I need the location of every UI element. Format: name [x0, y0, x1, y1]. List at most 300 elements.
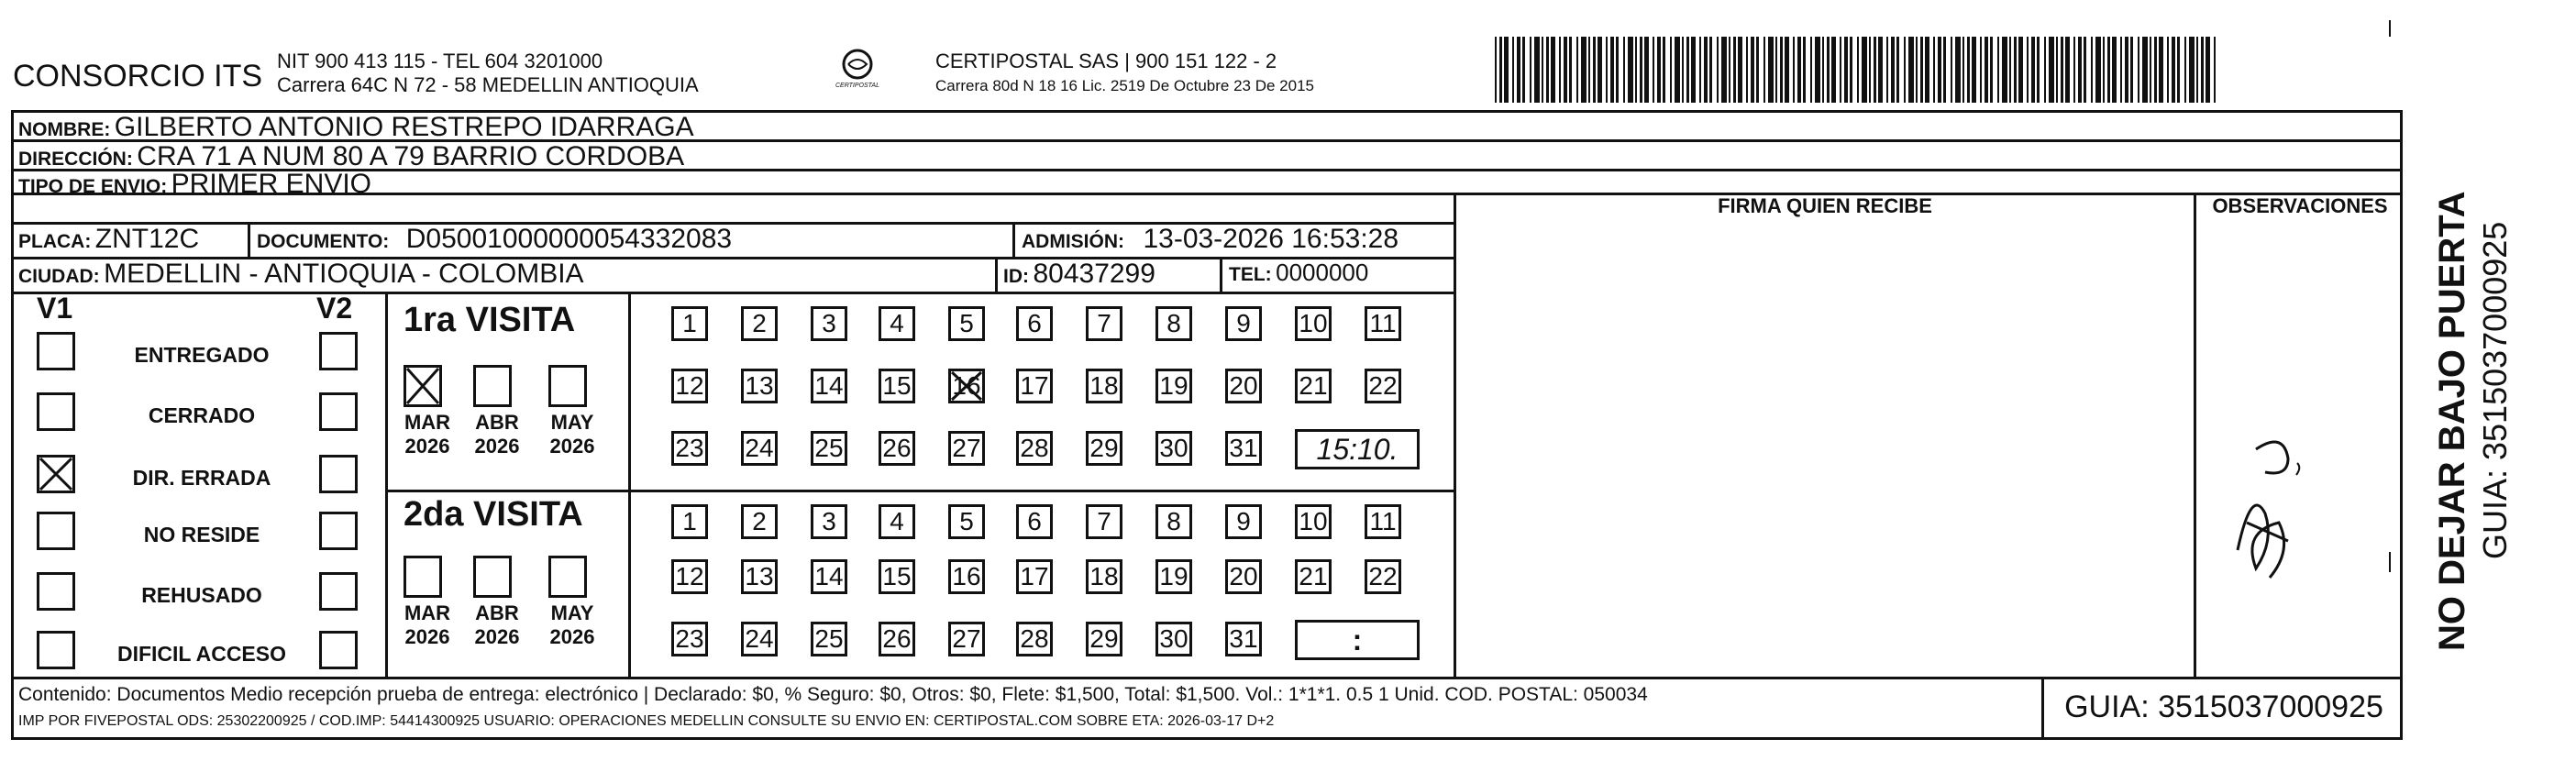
day-number: 28: [1020, 624, 1049, 653]
barcode-bar: [2112, 37, 2117, 103]
year-label: 2026: [549, 435, 595, 458]
id-row: [1003, 259, 1155, 290]
barcode-bar: [2073, 37, 2075, 103]
day-box[interactable]: [671, 622, 708, 656]
barcode-bar: [1896, 37, 1899, 103]
day-number: 3: [822, 507, 836, 535]
month-checkbox[interactable]: [548, 556, 587, 598]
month-checkbox[interactable]: [473, 556, 512, 598]
day-box[interactable]: [671, 431, 708, 466]
barcode-bar: [1623, 37, 1625, 103]
day-box[interactable]: [811, 431, 847, 466]
barcode-bar: [1504, 37, 1509, 103]
day-number: 24: [745, 624, 774, 653]
company-name: CONSORCIO ITS: [13, 59, 263, 94]
year-label: 2026: [404, 625, 450, 648]
v2-status-checkbox[interactable]: [319, 572, 358, 611]
v2-status-checkbox[interactable]: [319, 332, 358, 370]
direccion-label: DIRECCIÓN:: [18, 149, 133, 170]
barcode-bar: [1559, 37, 1561, 103]
year-label: 2026: [404, 435, 450, 458]
barcode-bar: [2120, 37, 2122, 103]
barcode-bar: [1933, 37, 1935, 103]
barcode-bar: [1920, 37, 1923, 103]
check-x-icon: [37, 455, 75, 493]
v1-status-checkbox[interactable]: [37, 332, 75, 370]
barcode-bar: [1768, 37, 1774, 103]
partner-name: CERTIPOSTAL SAS | 900 151 122 - 2: [935, 50, 1277, 72]
day-box[interactable]: [671, 306, 708, 341]
day-number: 2: [752, 309, 767, 337]
day-box[interactable]: [879, 306, 915, 341]
placa-row: [18, 224, 199, 255]
day-box[interactable]: [671, 504, 708, 539]
day-box[interactable]: [1016, 369, 1053, 403]
company-address: Carrera 64C N 72 - 58 MEDELLIN ANTIOQUIA: [277, 73, 699, 96]
day-number: 9: [1236, 507, 1251, 535]
tipo-value: PRIMER ENVIO: [171, 169, 372, 199]
barcode-bar: [2078, 37, 2082, 103]
barcode-bar: [2091, 37, 2093, 103]
barcode-bar: [1512, 37, 1514, 103]
barcode-bar: [1810, 37, 1812, 103]
day-number: 31: [1229, 624, 1258, 653]
barcode-bar: [2201, 37, 2204, 103]
day-number: 8: [1166, 507, 1181, 535]
day-box[interactable]: [1155, 622, 1192, 656]
day-box[interactable]: [1086, 431, 1122, 466]
v1-label: V1: [37, 292, 73, 325]
barcode-bar: [1756, 37, 1759, 103]
barcode-bar: [1588, 37, 1590, 103]
barcode-bar: [1746, 37, 1748, 103]
barcode-bar: [2184, 37, 2186, 103]
day-number: 4: [890, 309, 904, 337]
second-visit-time: :: [1352, 623, 1363, 656]
day-box[interactable]: [741, 504, 778, 539]
barcode-bar: [1827, 37, 1830, 103]
day-box[interactable]: [1225, 431, 1262, 466]
barcode-bar: [1709, 37, 1712, 103]
barcode-bar: [1598, 37, 1602, 103]
admision-label: ADMISIÓN:: [1022, 231, 1124, 252]
day-box[interactable]: [1365, 369, 1401, 403]
day-box[interactable]: [741, 559, 778, 594]
barcode-bar: [2189, 37, 2195, 103]
side-warning: NO DEJAR BAJO PUERTA: [2432, 191, 2472, 651]
day-box[interactable]: [879, 559, 915, 594]
tel-label: TEL:: [1229, 264, 1272, 285]
day-number: 29: [1089, 434, 1119, 462]
day-number: 23: [675, 624, 704, 653]
nombre-row: [18, 112, 694, 143]
barcode-bar: [1951, 37, 1952, 103]
day-box[interactable]: [1225, 369, 1262, 403]
year-label: 2026: [549, 625, 595, 648]
second-visit-time-box[interactable]: [1295, 620, 1420, 660]
barcode-bar: [1780, 37, 1783, 103]
second-visit-title: 2da VISITA: [404, 495, 583, 534]
barcode-bar: [1972, 37, 1976, 103]
day-number: 22: [1368, 562, 1398, 590]
day-box[interactable]: [811, 369, 847, 403]
day-number: 6: [1027, 507, 1042, 535]
day-number: 25: [814, 434, 844, 462]
barcode-bar: [1616, 37, 1619, 103]
barcode-bar: [1822, 37, 1824, 103]
barcode-bar: [1663, 37, 1665, 103]
day-box[interactable]: [948, 504, 985, 539]
barcode-bar: [1990, 37, 1993, 103]
status-label: DIFICIL ACCESO: [116, 642, 286, 666]
barcode-bar: [2125, 37, 2128, 103]
first-visit-time-box[interactable]: [1295, 429, 1420, 469]
day-box[interactable]: [1086, 306, 1122, 341]
day-number: 31: [1229, 434, 1258, 462]
barcode-bar: [1916, 37, 1918, 103]
barcode-bar: [1844, 37, 1848, 103]
v2-status-checkbox[interactable]: [319, 631, 358, 669]
barcode-bar: [1793, 37, 1795, 103]
status-label: NO RESIDE: [143, 523, 260, 546]
barcode-bar: [1775, 37, 1777, 103]
barcode-bar: [2172, 37, 2175, 103]
barcode-bar: [2138, 37, 2139, 103]
day-number: 15: [882, 371, 912, 400]
barcode-bar: [2206, 37, 2210, 103]
day-number: 16: [952, 562, 981, 590]
day-box[interactable]: [1295, 559, 1332, 594]
barcode: [1495, 37, 2219, 103]
barcode-bar: [1831, 37, 1836, 103]
day-box[interactable]: [811, 559, 847, 594]
day-number: 11: [1369, 309, 1397, 337]
day-box[interactable]: [811, 306, 847, 341]
observaciones-header: OBSERVACIONES: [2212, 194, 2388, 217]
barcode-bar: [1675, 37, 1680, 103]
barcode-bar: [1785, 37, 1789, 103]
day-box[interactable]: [1225, 306, 1262, 341]
nombre-label: NOMBRE:: [18, 119, 111, 140]
barcode-bar: [1763, 37, 1765, 103]
barcode-bar: [1797, 37, 1801, 103]
day-number: 20: [1229, 562, 1258, 590]
day-box[interactable]: [1086, 504, 1122, 539]
barcode-bar: [1803, 37, 1806, 103]
day-box[interactable]: [1225, 559, 1262, 594]
barcode-bar: [1850, 37, 1852, 103]
day-box[interactable]: [1295, 369, 1332, 403]
certipostal-logo: [816, 46, 899, 101]
v1-status-checkbox[interactable]: [37, 392, 75, 431]
day-box[interactable]: [1365, 306, 1401, 341]
barcode-bar: [1840, 37, 1841, 103]
barcode-bar: [1686, 37, 1689, 103]
nombre-value: GILBERTO ANTONIO RESTREPO IDARRAGA: [114, 112, 694, 142]
barcode-bar: [1682, 37, 1684, 103]
day-box[interactable]: [1155, 306, 1192, 341]
barcode-bar: [1499, 37, 1502, 103]
day-box[interactable]: [1016, 431, 1053, 466]
status-label: DIR. ERRADA: [132, 466, 271, 490]
v2-status-checkbox[interactable]: [319, 392, 358, 431]
barcode-bar: [1857, 37, 1859, 103]
barcode-bar: [1644, 37, 1649, 103]
day-box[interactable]: [1016, 622, 1053, 656]
day-number: 21: [1299, 371, 1328, 400]
day-box[interactable]: [1016, 559, 1053, 594]
day-number: 17: [1020, 371, 1049, 400]
day-box[interactable]: [741, 369, 778, 403]
barcode-bar: [1628, 37, 1633, 103]
day-box[interactable]: [879, 431, 915, 466]
day-number: 12: [675, 562, 704, 590]
barcode-bar: [2018, 37, 2023, 103]
day-number: 29: [1089, 624, 1119, 653]
v2-status-checkbox[interactable]: [319, 455, 358, 493]
day-number: 7: [1097, 507, 1111, 535]
footer-imp: IMP POR FIVEPOSTAL ODS: 25302200925 / COD.IMP: 54414300925 USUARIO: OPERACIONES MEDELLIN CONSULTE SU ENVIO EN: CERTIPOSTAL.COM SOBRE ETA: 2026-03-17 D+2: [18, 713, 1275, 729]
day-box[interactable]: [1016, 504, 1053, 539]
day-number: 30: [1159, 434, 1188, 462]
id-label: ID:: [1003, 266, 1029, 287]
barcode-bar: [1878, 37, 1883, 103]
barcode-bar: [1569, 37, 1572, 103]
day-number: 30: [1159, 624, 1188, 653]
barcode-bar: [1640, 37, 1642, 103]
day-number: 12: [675, 371, 704, 400]
year-label: 2026: [474, 625, 520, 648]
day-box[interactable]: [1086, 622, 1122, 656]
barcode-bar: [1522, 37, 1525, 103]
day-number: 21: [1299, 562, 1328, 590]
barcode-bar: [1517, 37, 1520, 103]
barcode-bar: [2049, 37, 2054, 103]
month-checkbox[interactable]: [548, 365, 587, 407]
barcode-bar: [1551, 37, 1555, 103]
admision-value: 13-03-2026 16:53:28: [1143, 224, 1399, 254]
month-label: MAR: [404, 601, 451, 624]
month-label: ABR: [475, 411, 519, 434]
v1-status-checkbox[interactable]: [37, 512, 75, 550]
status-label: ENTREGADO: [134, 343, 270, 367]
barcode-bar: [1635, 37, 1637, 103]
barcode-bar: [1943, 37, 1946, 103]
day-box[interactable]: [1155, 431, 1192, 466]
barcode-bar: [1997, 37, 1999, 103]
v1-status-checkbox[interactable]: [37, 572, 75, 611]
day-number: 26: [882, 624, 912, 653]
barcode-bar: [2154, 37, 2157, 103]
barcode-bar: [1874, 37, 1876, 103]
tel-row: [1229, 259, 1368, 287]
barcode-bar: [1534, 37, 1540, 103]
barcode-bar: [2196, 37, 2198, 103]
month-label: MAY: [550, 601, 594, 624]
status-label: REHUSADO: [141, 583, 262, 607]
month-label: MAR: [404, 411, 451, 434]
barcode-bar: [1564, 37, 1567, 103]
day-box[interactable]: [811, 622, 847, 656]
barcode-bar: [1670, 37, 1672, 103]
footer-guia: GUIA: 3515037000925: [2064, 689, 2383, 724]
day-number: 17: [1020, 562, 1049, 590]
v1-status-checkbox[interactable]: [37, 631, 75, 669]
month-label: ABR: [475, 601, 519, 624]
day-box[interactable]: [1365, 559, 1401, 594]
barcode-bar: [1653, 37, 1654, 103]
firma-header: FIRMA QUIEN RECIBE: [1718, 194, 1932, 217]
barcode-bar: [2027, 37, 2029, 103]
day-box[interactable]: [741, 622, 778, 656]
id-value: 80437299: [1033, 259, 1155, 289]
barcode-bar: [1542, 37, 1543, 103]
barcode-bar: [2142, 37, 2148, 103]
day-box[interactable]: [1295, 306, 1332, 341]
certipostal-logo-text: CERTIPOSTAL: [835, 83, 879, 89]
v2-status-checkbox[interactable]: [319, 512, 358, 550]
receiver-signature: [2201, 422, 2320, 605]
barcode-bar: [1729, 37, 1730, 103]
barcode-bar: [1908, 37, 1914, 103]
barcode-bar: [2014, 37, 2017, 103]
barcode-bar: [1886, 37, 1888, 103]
barcode-bar: [1925, 37, 1929, 103]
v2-label: V2: [316, 292, 353, 325]
certipostal-logo-icon: [816, 46, 899, 101]
day-number: 14: [814, 371, 844, 400]
barcode-bar: [1962, 37, 1964, 103]
day-number: 13: [745, 371, 774, 400]
day-box[interactable]: [671, 559, 708, 594]
month-checkbox[interactable]: [404, 365, 442, 407]
barcode-bar: [1530, 37, 1531, 103]
barcode-bar: [1869, 37, 1871, 103]
day-number: 2: [752, 507, 767, 535]
day-number: 3: [822, 309, 836, 337]
scan-mark: [2389, 20, 2391, 37]
day-box[interactable]: [671, 369, 708, 403]
day-box[interactable]: [948, 306, 985, 341]
month-checkbox[interactable]: [473, 365, 512, 407]
tel-value: 0000000: [1276, 259, 1369, 286]
day-number: 5: [959, 309, 974, 337]
day-number: 28: [1020, 434, 1049, 462]
side-guia: GUIA: 3515037000925: [2476, 221, 2514, 559]
barcode-bar: [1576, 37, 1578, 103]
barcode-bar: [1721, 37, 1727, 103]
ciudad-row: [18, 259, 584, 290]
barcode-bar: [1751, 37, 1754, 103]
check-x-icon: [948, 369, 985, 403]
barcode-bar: [1904, 37, 1906, 103]
barcode-bar: [2061, 37, 2063, 103]
day-box[interactable]: [948, 622, 985, 656]
barcode-bar: [2002, 37, 2007, 103]
day-number: 27: [952, 624, 981, 653]
barcode-bar: [1704, 37, 1708, 103]
day-box[interactable]: [1295, 504, 1332, 539]
barcode-bar: [1606, 37, 1608, 103]
first-visit-time: 15:10.: [1316, 433, 1399, 466]
barcode-bar: [2167, 37, 2169, 103]
day-number: 5: [959, 507, 974, 535]
partner-address: Carrera 80d N 18 16 Lic. 2519 De Octubre 23 De 2015: [935, 77, 1314, 94]
day-box[interactable]: [741, 306, 778, 341]
day-number: 13: [745, 562, 774, 590]
day-box[interactable]: [1086, 559, 1122, 594]
day-box[interactable]: [1016, 306, 1053, 341]
day-box[interactable]: [1155, 559, 1192, 594]
day-box[interactable]: [879, 369, 915, 403]
day-number: 25: [814, 624, 844, 653]
day-number: 6: [1027, 309, 1042, 337]
documento-label: DOCUMENTO:: [257, 231, 390, 252]
barcode-bar: [1738, 37, 1742, 103]
v1-status-checkbox[interactable]: [37, 455, 75, 493]
day-box[interactable]: [948, 369, 985, 403]
day-box[interactable]: [1155, 369, 1192, 403]
check-x-icon: [404, 365, 442, 407]
month-label: MAY: [550, 411, 594, 434]
day-box[interactable]: [948, 431, 985, 466]
day-number: 14: [814, 562, 844, 590]
barcode-bar: [1985, 37, 1988, 103]
day-number: 27: [952, 434, 981, 462]
day-number: 19: [1159, 562, 1188, 590]
barcode-bar: [2065, 37, 2070, 103]
day-number: 23: [675, 434, 704, 462]
tipo-row: [18, 169, 371, 200]
barcode-bar: [1938, 37, 1941, 103]
day-number: 19: [1159, 371, 1188, 400]
day-box[interactable]: [879, 504, 915, 539]
barcode-bar: [1546, 37, 1549, 103]
ciudad-label: CIUDAD:: [18, 266, 100, 287]
day-number: 4: [890, 507, 904, 535]
day-number: 16: [952, 371, 981, 400]
day-box[interactable]: [948, 559, 985, 594]
day-box[interactable]: [1155, 504, 1192, 539]
admision-row: [1022, 224, 1399, 255]
documento-value: D05001000000054332083: [405, 224, 733, 254]
barcode-bar: [1699, 37, 1701, 103]
day-number: 22: [1368, 371, 1398, 400]
barcode-bar: [1891, 37, 1895, 103]
day-box[interactable]: [879, 622, 915, 656]
barcode-bar: [2103, 37, 2105, 103]
day-box[interactable]: [1365, 504, 1401, 539]
day-box[interactable]: [741, 431, 778, 466]
day-box[interactable]: [1086, 369, 1122, 403]
day-number: 1: [682, 309, 697, 337]
day-box[interactable]: [1225, 504, 1262, 539]
barcode-bar: [2037, 37, 2040, 103]
direccion-row: [18, 141, 684, 172]
day-number: 1: [682, 507, 697, 535]
month-checkbox[interactable]: [404, 556, 442, 598]
day-number: 11: [1369, 507, 1397, 535]
ciudad-value: MEDELLIN - ANTIOQUIA - COLOMBIA: [104, 259, 584, 289]
direccion-value: CRA 71 A NUM 80 A 79 BARRIO CORDOBA: [137, 141, 685, 171]
day-box[interactable]: [811, 504, 847, 539]
status-label: CERRADO: [148, 403, 256, 427]
day-number: 15: [882, 562, 912, 590]
barcode-bar: [2107, 37, 2110, 103]
day-box[interactable]: [1225, 622, 1262, 656]
day-number: 20: [1229, 371, 1258, 400]
barcode-bar: [2056, 37, 2058, 103]
